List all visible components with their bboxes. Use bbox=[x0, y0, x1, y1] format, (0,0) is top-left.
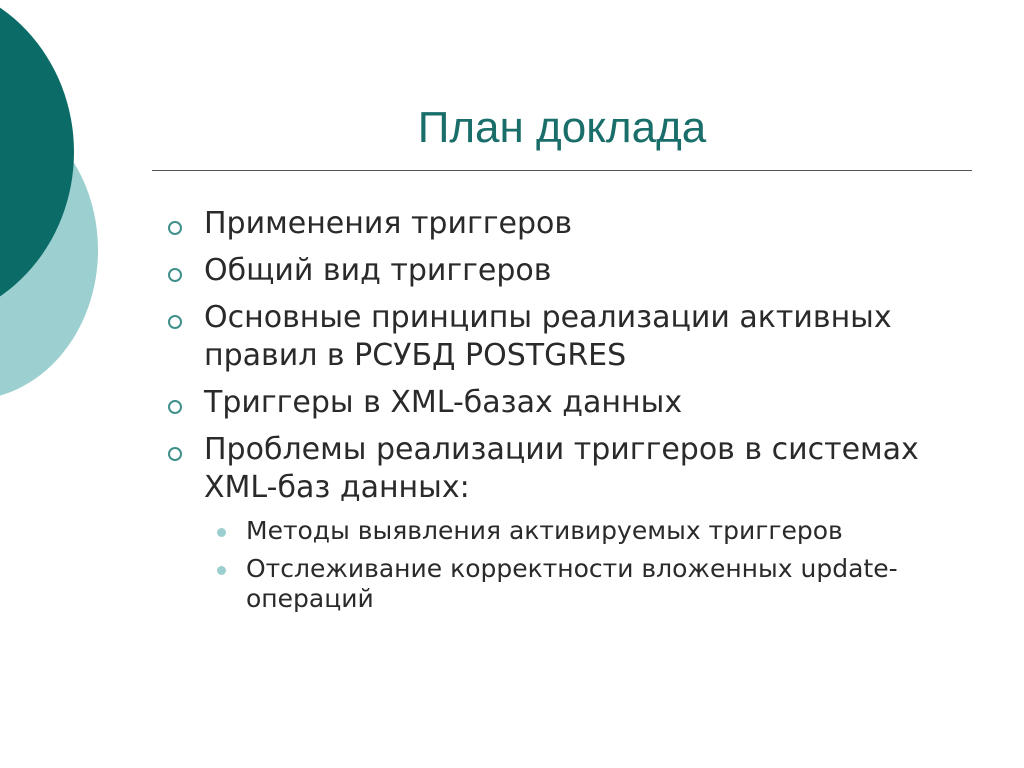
sub-list-item bbox=[164, 554, 984, 614]
sub-list-item-text: Методы выявления активируемых триггеров bbox=[246, 516, 843, 545]
circle-bullet-icon bbox=[168, 315, 182, 329]
circle-bullet-icon bbox=[168, 447, 182, 461]
list-item-text: Триггеры в XML-базах данных bbox=[204, 385, 683, 420]
list-item bbox=[164, 205, 984, 243]
title-divider bbox=[152, 170, 972, 171]
circle-bullet-icon bbox=[168, 268, 182, 282]
dot-bullet-icon bbox=[217, 566, 226, 575]
list-item-text: Применения триггеров bbox=[204, 206, 573, 241]
sub-list-item-text: Отслеживание корректности вложенных update-операций bbox=[246, 554, 898, 613]
list-item-text: Общий вид триггеров bbox=[204, 253, 552, 288]
sub-list-item bbox=[164, 516, 984, 546]
list-item-text: Основные принципы реализации активных правил в РСУБД POSTGRES bbox=[204, 300, 892, 373]
dot-bullet-icon bbox=[217, 528, 226, 537]
list-item bbox=[164, 384, 984, 422]
circle-bullet-icon bbox=[168, 400, 182, 414]
list-item-text: Проблемы реализации триггеров в системах XML-баз данных: bbox=[204, 432, 919, 505]
list-item bbox=[164, 431, 984, 507]
list-item bbox=[164, 299, 984, 375]
slide-title: План доклада bbox=[417, 103, 707, 152]
circle-bullet-icon bbox=[168, 221, 182, 235]
list-item bbox=[164, 252, 984, 290]
bullet-list bbox=[164, 205, 984, 622]
